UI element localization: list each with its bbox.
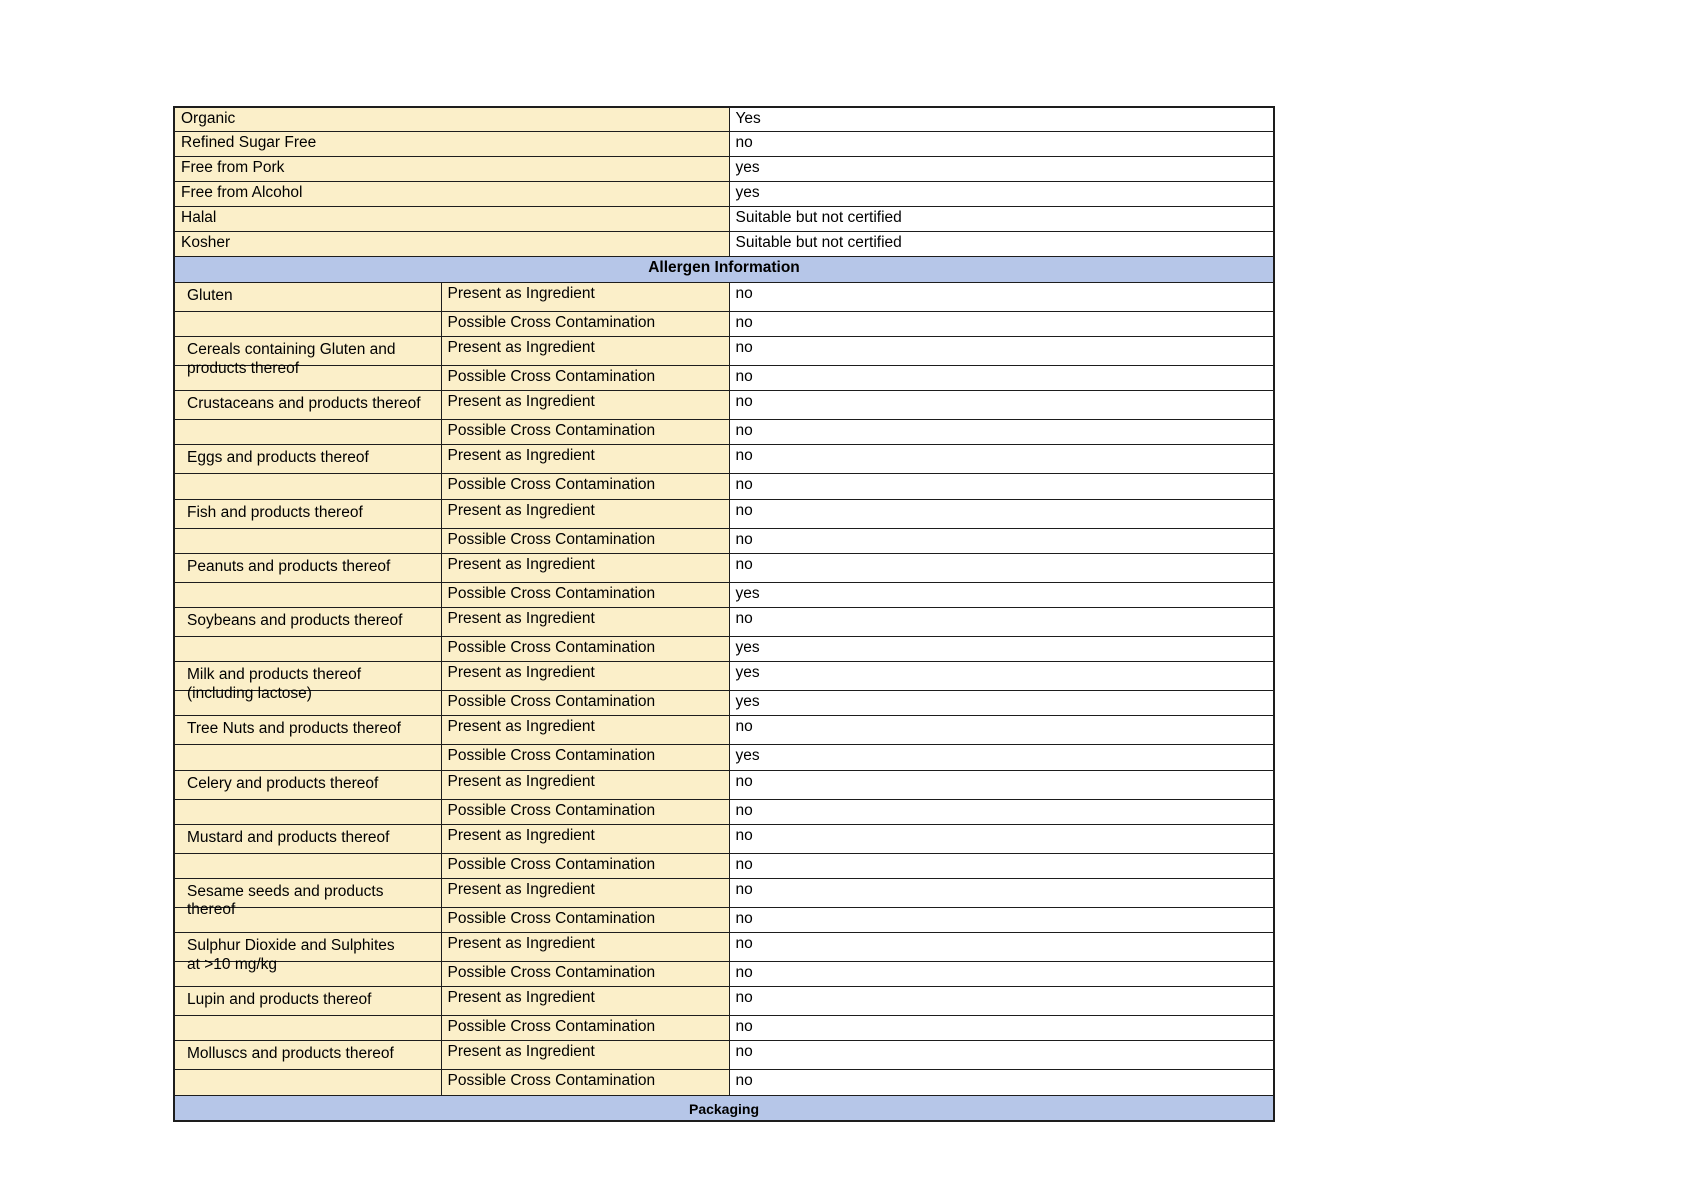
possible-cross-contamination-cell: Possible Cross Contamination (441, 636, 729, 661)
allergen-present-value: no (729, 445, 1274, 474)
possible-cross-contamination-cell: Possible Cross Contamination (441, 799, 729, 824)
allergen-name-empty-cell (174, 311, 441, 336)
possible-cross-contamination-cell: Possible Cross Contamination (441, 311, 729, 336)
allergen-cross-value: no (729, 311, 1274, 336)
allergen-cross-value: no (729, 474, 1274, 499)
allergen-name-overflow: products thereof (187, 359, 300, 377)
allergen-name-empty-cell (174, 1070, 441, 1095)
allergen-present-row (174, 607, 1274, 636)
allergen-cross-row (174, 582, 1274, 607)
allergen-cross-row (174, 745, 1274, 770)
allergen-cross-value: no (729, 366, 1274, 391)
allergen-name-cell (174, 1041, 441, 1070)
possible-cross-contamination-cell: Possible Cross Contamination (441, 853, 729, 878)
allergen-cross-value: yes (729, 691, 1274, 716)
spec-label-cell: Kosher (174, 231, 729, 256)
section-header-row (174, 256, 1274, 282)
allergen-name-overflow: at >10 mg/kg (187, 955, 278, 973)
allergen-cross-row (174, 636, 1274, 661)
allergen-present-row (174, 878, 1274, 907)
allergen-present-value: no (729, 716, 1274, 745)
allergen-name: Milk and products thereof (187, 666, 362, 684)
allergen-name: Tree Nuts and products thereof (187, 720, 401, 738)
present-as-ingredient-cell: Present as Ingredient (441, 282, 729, 311)
allergen-cross-row (174, 1070, 1274, 1095)
allergen-name-empty-cell (174, 745, 441, 770)
allergen-cross-value: no (729, 1016, 1274, 1041)
allergen-present-value: yes (729, 662, 1274, 691)
allergen-cross-row (174, 311, 1274, 336)
allergen-cross-value: yes (729, 636, 1274, 661)
allergen-name: Celery and products thereof (187, 774, 379, 792)
allergen-name-cell (174, 337, 441, 377)
allergen-name-empty-cell (174, 528, 441, 553)
allergen-present-row (174, 337, 1274, 366)
allergen-name-empty-cell (174, 474, 441, 499)
allergen-name-cell (174, 391, 441, 420)
allergen-cross-value: no (729, 853, 1274, 878)
allergen-present-value: no (729, 878, 1274, 907)
allergen-name: Eggs and products thereof (187, 449, 369, 467)
allergen-present-row (174, 282, 1274, 311)
allergen-cross-row (174, 366, 1274, 391)
allergen-name-cell (174, 607, 441, 636)
allergen-present-row (174, 1041, 1274, 1070)
allergen-cross-row (174, 962, 1274, 987)
allergen-name: Cereals containing Gluten and (187, 341, 396, 359)
allergen-present-value: no (729, 607, 1274, 636)
present-as-ingredient-cell: Present as Ingredient (441, 770, 729, 799)
spec-value-cell: Suitable but not certified (729, 207, 1274, 232)
allergen-name-empty-cell (174, 853, 441, 878)
possible-cross-contamination-cell: Possible Cross Contamination (441, 745, 729, 770)
allergen-name-cell (174, 933, 441, 973)
section-header-packaging: Packaging (174, 1095, 1274, 1121)
allergen-present-row (174, 716, 1274, 745)
allergen-cross-value: yes (729, 745, 1274, 770)
spec-value-cell: yes (729, 157, 1274, 182)
allergen-name: Mustard and products thereof (187, 828, 390, 846)
allergen-present-value: no (729, 933, 1274, 962)
allergen-present-value: no (729, 770, 1274, 799)
possible-cross-contamination-cell: Possible Cross Contamination (441, 420, 729, 445)
allergen-name-cell (174, 716, 441, 745)
allergen-present-value: no (729, 824, 1274, 853)
allergen-name-overflow: (including lactose) (187, 684, 312, 702)
allergen-present-row (174, 445, 1274, 474)
spec-row (174, 182, 1274, 207)
spec-row (174, 107, 1274, 132)
allergen-name-overflow: thereof (187, 901, 236, 919)
possible-cross-contamination-cell: Possible Cross Contamination (441, 907, 729, 932)
spec-label-cell: Halal (174, 207, 729, 232)
possible-cross-contamination-cell: Possible Cross Contamination (441, 528, 729, 553)
spec-label-cell: Organic (174, 107, 729, 132)
allergen-cross-row (174, 907, 1274, 932)
allergen-cross-row (174, 691, 1274, 716)
present-as-ingredient-cell: Present as Ingredient (441, 716, 729, 745)
allergen-present-value: no (729, 337, 1274, 366)
present-as-ingredient-cell: Present as Ingredient (441, 1041, 729, 1070)
allergen-name-cell (174, 662, 441, 702)
possible-cross-contamination-cell: Possible Cross Contamination (441, 582, 729, 607)
allergen-name-empty-cell (174, 636, 441, 661)
allergen-present-row (174, 553, 1274, 582)
possible-cross-contamination-cell: Possible Cross Contamination (441, 1016, 729, 1041)
allergen-present-value: no (729, 987, 1274, 1016)
allergen-cross-row (174, 420, 1274, 445)
allergen-name-cell (174, 987, 441, 1016)
allergen-cross-value: no (729, 1070, 1274, 1095)
present-as-ingredient-cell: Present as Ingredient (441, 824, 729, 853)
allergen-cross-row (174, 1016, 1274, 1041)
spec-row (174, 231, 1274, 256)
spec-value-cell: Suitable but not certified (729, 231, 1274, 256)
spec-row (174, 157, 1274, 182)
present-as-ingredient-cell: Present as Ingredient (441, 553, 729, 582)
allergen-name-empty-cell (174, 420, 441, 445)
allergen-present-value: no (729, 391, 1274, 420)
spec-value-cell: yes (729, 182, 1274, 207)
allergen-cross-row (174, 853, 1274, 878)
allergen-cross-row (174, 474, 1274, 499)
allergen-present-row (174, 662, 1274, 691)
allergen-name: Molluscs and products thereof (187, 1045, 394, 1063)
present-as-ingredient-cell: Present as Ingredient (441, 933, 729, 962)
allergen-name: Soybeans and products thereof (187, 611, 403, 629)
possible-cross-contamination-cell: Possible Cross Contamination (441, 366, 729, 391)
allergen-name-cell (174, 770, 441, 799)
present-as-ingredient-cell: Present as Ingredient (441, 337, 729, 366)
present-as-ingredient-cell: Present as Ingredient (441, 987, 729, 1016)
allergen-cross-row (174, 528, 1274, 553)
allergen-name-empty-cell (174, 1016, 441, 1041)
allergen-cross-value: no (729, 528, 1274, 553)
allergen-name: Sesame seeds and products (187, 882, 384, 900)
allergen-present-row (174, 770, 1274, 799)
possible-cross-contamination-cell: Possible Cross Contamination (441, 962, 729, 987)
present-as-ingredient-cell: Present as Ingredient (441, 499, 729, 528)
allergen-name: Peanuts and products thereof (187, 557, 391, 575)
allergen-name-cell (174, 553, 441, 582)
present-as-ingredient-cell: Present as Ingredient (441, 662, 729, 691)
allergen-name: Fish and products thereof (187, 503, 363, 521)
allergen-name-empty-cell (174, 799, 441, 824)
allergen-name-cell (174, 878, 441, 919)
allergen-present-row (174, 987, 1274, 1016)
allergen-cross-value: no (729, 799, 1274, 824)
allergen-name-cell (174, 499, 441, 528)
allergen-cross-value: no (729, 420, 1274, 445)
present-as-ingredient-cell: Present as Ingredient (441, 607, 729, 636)
allergen-present-value: no (729, 553, 1274, 582)
allergen-present-value: no (729, 499, 1274, 528)
allergen-present-value: no (729, 1041, 1274, 1070)
product-spec-table (173, 106, 1275, 1122)
present-as-ingredient-cell: Present as Ingredient (441, 391, 729, 420)
spec-label-cell: Refined Sugar Free (174, 132, 729, 157)
allergen-name-cell (174, 824, 441, 853)
allergen-cross-value: yes (729, 582, 1274, 607)
spec-value-cell: Yes (729, 107, 1274, 132)
allergen-name: Lupin and products thereof (187, 991, 372, 1009)
spec-row (174, 132, 1274, 157)
allergen-cross-row (174, 799, 1274, 824)
present-as-ingredient-cell: Present as Ingredient (441, 445, 729, 474)
allergen-name-empty-cell (174, 582, 441, 607)
possible-cross-contamination-cell: Possible Cross Contamination (441, 474, 729, 499)
allergen-present-row (174, 499, 1274, 528)
spec-label-cell: Free from Alcohol (174, 182, 729, 207)
possible-cross-contamination-cell: Possible Cross Contamination (441, 691, 729, 716)
section-header-allergen-information: Allergen Information (174, 256, 1274, 282)
possible-cross-contamination-cell: Possible Cross Contamination (441, 1070, 729, 1095)
section-header-row (174, 1095, 1274, 1121)
allergen-present-value: no (729, 282, 1274, 311)
allergen-name-cell (174, 282, 441, 311)
allergen-cross-value: no (729, 962, 1274, 987)
allergen-name-cell (174, 445, 441, 474)
allergen-present-row (174, 933, 1274, 962)
allergen-present-row (174, 391, 1274, 420)
spec-value-cell: no (729, 132, 1274, 157)
allergen-cross-value: no (729, 907, 1274, 932)
allergen-name: Sulphur Dioxide and Sulphites (187, 937, 395, 955)
allergen-present-row (174, 824, 1274, 853)
allergen-name: Gluten (187, 286, 233, 304)
present-as-ingredient-cell: Present as Ingredient (441, 878, 729, 907)
spec-row (174, 207, 1274, 232)
allergen-name: Crustaceans and products thereof (187, 395, 421, 413)
spec-label-cell: Free from Pork (174, 157, 729, 182)
